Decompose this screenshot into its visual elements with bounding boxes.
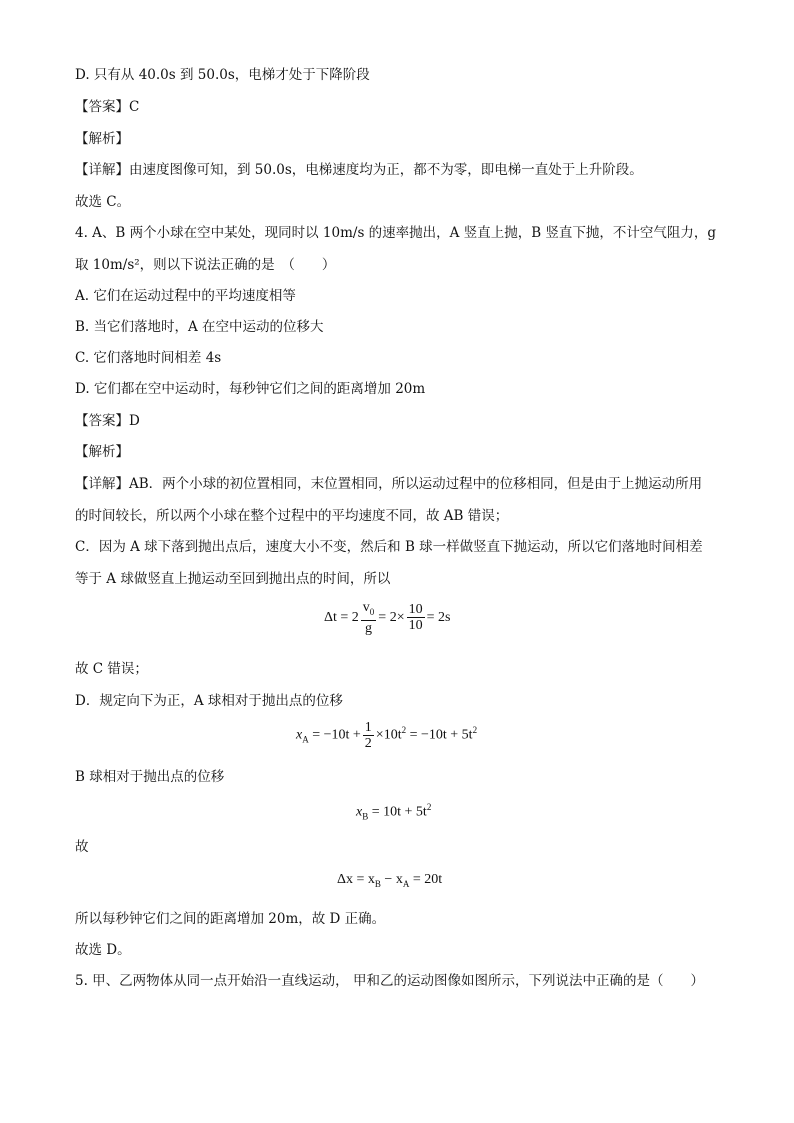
detail-tag: 【详解】 xyxy=(75,162,129,178)
dx-mid: − x xyxy=(380,872,403,887)
q4-answer-line xyxy=(75,412,140,430)
q4-option-b: B. 当它们落地时，A 在空中运动的位移大 xyxy=(75,319,324,335)
eq-dt-result: = 2s xyxy=(426,610,451,626)
xa-part2: ×10t xyxy=(375,727,402,743)
detail-ab-text: AB．两个小球的初位置相同，末位置相同，所以运动过程中的位移相同，但是由于上抛运动所用 xyxy=(129,476,703,492)
equation-delta-t xyxy=(324,600,450,636)
fraction-v0-over-g xyxy=(361,600,377,636)
dx-sub2: A xyxy=(402,878,410,889)
prev-detail xyxy=(75,161,643,179)
q4-d-conclusion: 所以每秒钟它们之间的距离增加 20m，故 D 正确。 xyxy=(75,911,386,927)
xb-exp: 2 xyxy=(426,802,432,812)
prev-analysis-tag: 【解析】 xyxy=(75,131,129,147)
xb-var: x xyxy=(356,804,363,820)
prev-answer-line xyxy=(75,98,139,116)
prev-option-d: D. 只有从 40.0s 到 50.0s，电梯才处于下降阶段 xyxy=(75,67,370,83)
q4-stem-line1: 4. A、B 两个小球在空中某处，现同时以 10m/s 的速率抛出，A 竖直上抛，B 竖直下抛，不计空气阻力，g xyxy=(75,225,717,241)
eq-times-2: = 2× xyxy=(378,610,405,626)
q4-conclusion: 故选 D。 xyxy=(75,942,131,958)
xa-var: x xyxy=(296,727,303,743)
xa-sub: A xyxy=(302,734,309,745)
frac-numerator xyxy=(361,600,377,621)
q4-analysis-tag: 【解析】 xyxy=(75,444,129,460)
q4-detail-ab-line2: 的时间较长，所以两个小球在整个过程中的平均速度不同，故 AB 错误； xyxy=(75,508,509,524)
xb-sub: B xyxy=(362,811,369,822)
dx-sub1: B xyxy=(374,878,381,889)
dx-rhs: = 20t xyxy=(409,872,443,887)
fraction-ten-over-ten xyxy=(407,602,425,633)
v-subscript: 0 xyxy=(369,606,375,617)
q4-detail-d-line1: D．规定向下为正，A 球相对于抛出点的位移 xyxy=(75,693,343,709)
q4-c-wrong: 故 C 错误； xyxy=(75,661,148,677)
frac-denominator: 10 xyxy=(408,618,423,634)
answer-value: D xyxy=(129,413,140,429)
answer-value: C xyxy=(129,99,140,115)
q4-detail-c-line1: C．因为 A 球下落到抛出点后，速度大小不变，然后和 B 球一样做竖直下抛运动，所以它们落地时间相差 xyxy=(75,539,703,555)
q4-b-displacement: B 球相对于抛出点的位移 xyxy=(75,769,225,785)
eq-dt-lhs: Δt = 2 xyxy=(324,610,359,626)
equation-xb xyxy=(356,802,431,821)
q4-option-c: C. 它们落地时间相差 4s xyxy=(75,350,222,366)
prev-conclusion: 故选 C。 xyxy=(75,194,131,210)
v-symbol: v xyxy=(362,600,370,615)
frac-numerator: 1 xyxy=(364,720,372,735)
q4-detail-c-line2: 等于 A 球做竖直上抛运动至回到抛出点的时间，所以 xyxy=(75,571,391,587)
xa-part1: = −10t + xyxy=(308,727,361,743)
q4-option-a: A. 它们在运动过程中的平均速度相等 xyxy=(75,288,296,304)
q4-stem-line2: 取 10m/s²，则以下说法正确的是 （ ） xyxy=(75,257,336,273)
q4-detail-ab-line1 xyxy=(75,475,702,493)
answer-tag: 【答案】 xyxy=(75,99,129,115)
q5-stem: 5. 甲、乙两物体从同一点开始沿一直线运动， 甲和乙的运动图像如图所示，下列说法中正确的是（ ） xyxy=(75,973,704,989)
equation-delta-x xyxy=(337,872,442,889)
xa-part3: = −10t + 5t xyxy=(406,727,473,743)
xa-exp2: 2 xyxy=(472,725,478,736)
answer-tag: 【答案】 xyxy=(75,413,129,429)
detail-text: 由速度图像可知，到 50.0s，电梯速度均为正，都不为零，即电梯一直处于上升阶段。 xyxy=(129,162,643,178)
frac-denominator: 2 xyxy=(364,736,372,751)
dx-lhs: Δx = x xyxy=(337,872,375,887)
xa-exp: 2 xyxy=(401,725,407,736)
detail-tag: 【详解】 xyxy=(75,476,129,492)
q4-therefore: 故 xyxy=(75,839,89,855)
equation-xa xyxy=(296,720,477,751)
q4-option-d: D. 它们都在空中运动时，每秒钟它们之间的距离增加 20m xyxy=(75,381,426,397)
fraction-one-half xyxy=(363,720,374,751)
xb-rhs: = 10t + 5t xyxy=(368,804,427,820)
frac-numerator: 10 xyxy=(408,602,423,618)
frac-denominator: g xyxy=(365,620,373,636)
